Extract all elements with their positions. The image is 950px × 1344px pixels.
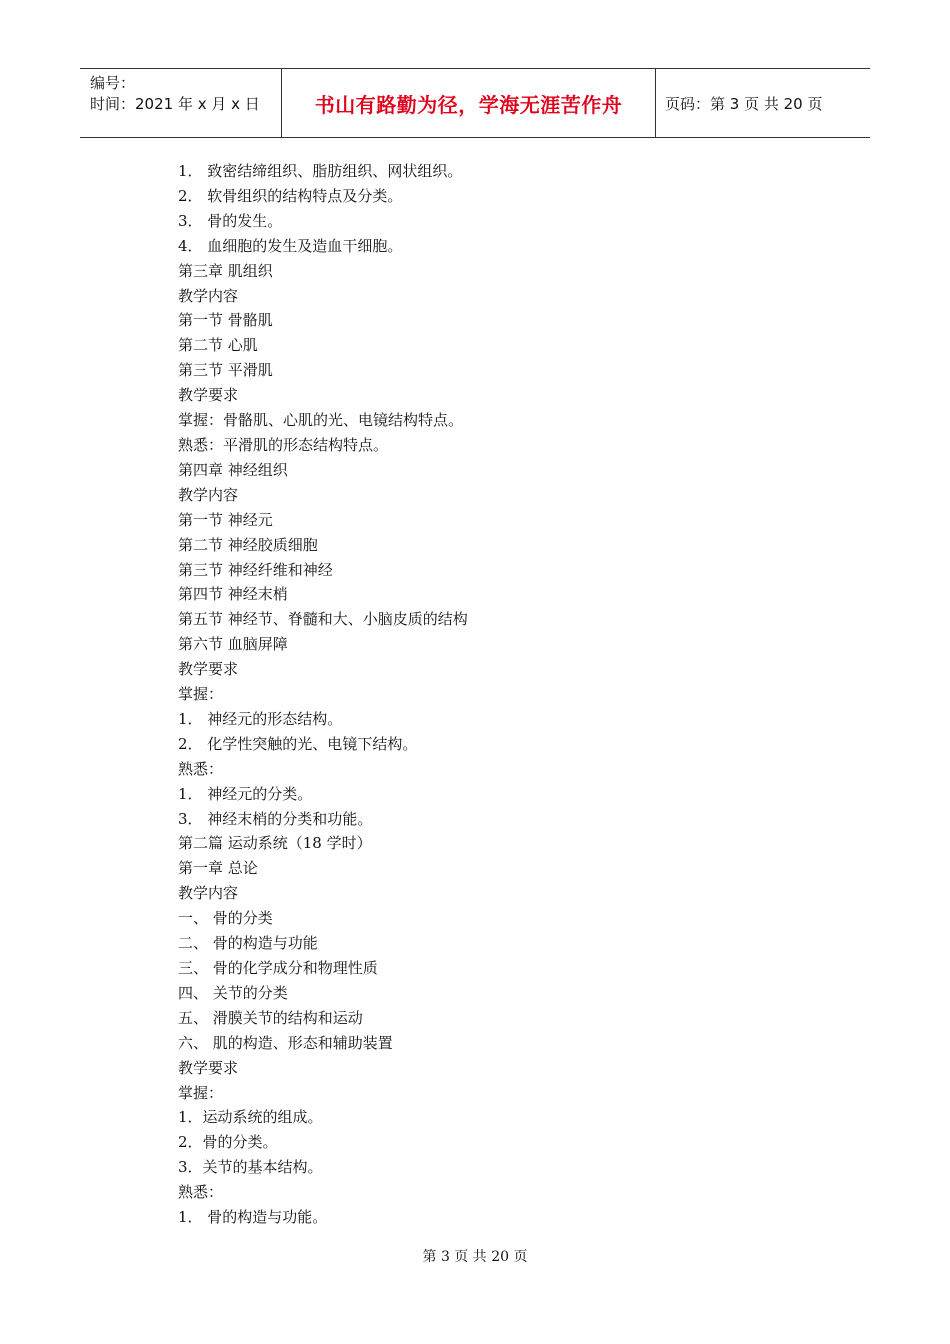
text-line: 3． 骨的发生。: [178, 211, 283, 230]
text-line: 2． 软骨组织的结构特点及分类。: [178, 186, 403, 205]
text-line: 第四节 神经末梢: [178, 585, 288, 604]
text-line: 1． 骨的构造与功能。: [178, 1208, 328, 1227]
page-footer: [0, 1246, 950, 1266]
text-line: 六、 肌的构造、形态和辅助装置: [178, 1033, 393, 1052]
header-table: [80, 68, 870, 138]
text-line: 第二节 神经胶质细胞: [178, 535, 318, 554]
text-line: 五、 滑膜关节的结构和运动: [178, 1008, 363, 1027]
text-line: 1． 致密结缔组织、脂肪组织、网状组织。: [178, 162, 463, 180]
text-line: 1． 神经元的分类。: [178, 784, 313, 803]
text-line: 1．运动系统的组成。: [178, 1108, 323, 1127]
text-line: 第四章 神经组织: [178, 460, 288, 479]
document-time-label: 时间：2021 年 x 月 x 日: [90, 95, 260, 113]
text-line: 教学内容: [178, 884, 239, 903]
text-line: 熟悉：: [178, 759, 224, 778]
text-line: 4． 血细胞的发生及造血干细胞。: [178, 236, 403, 255]
text-line: 教学要求: [178, 1058, 239, 1077]
text-line: 教学内容: [178, 485, 239, 504]
text-line: 第二篇 运动系统（18 学时）: [178, 834, 372, 853]
text-line: 第一节 神经元: [178, 510, 273, 529]
document-number-label: 编号：: [90, 74, 136, 92]
text-line: 3． 神经末梢的分类和功能。: [178, 809, 373, 828]
text-line: 2．骨的分类。: [178, 1133, 278, 1152]
text-line: 第三章 肌组织: [178, 261, 273, 280]
text-line: 3．关节的基本结构。: [178, 1158, 323, 1177]
text-line: 1． 神经元的形态结构。: [178, 709, 343, 728]
header-info-cell: [80, 69, 282, 137]
text-line: 教学要求: [178, 386, 239, 405]
text-line: 第二节 心肌: [178, 336, 258, 355]
header-page-cell: [656, 69, 870, 137]
header-page-label: 页码：第 3 页 共 20 页: [665, 94, 823, 113]
text-line: 熟悉：: [178, 1183, 224, 1202]
text-line: 第五节 神经节、脊髓和大、小脑皮质的结构: [178, 610, 468, 629]
text-line: 第三节 神经纤维和神经: [178, 560, 333, 579]
text-line: 第一章 总论: [178, 859, 258, 878]
header-motto-cell: [282, 69, 656, 137]
text-line: 四、 关节的分类: [178, 983, 288, 1002]
text-line: 教学内容: [178, 286, 239, 305]
text-line: 2． 化学性突触的光、电镜下结构。: [178, 734, 418, 753]
text-line: 第三节 平滑肌: [178, 361, 273, 380]
text-line: 三、 骨的化学成分和物理性质: [178, 959, 378, 977]
text-line: 二、 骨的构造与功能: [178, 934, 318, 953]
text-line: 第一节 骨骼肌: [178, 311, 273, 330]
text-line: 教学要求: [178, 660, 239, 679]
text-line: 掌握：: [178, 685, 224, 704]
text-line: 熟悉：平滑肌的形态结构特点。: [178, 435, 389, 454]
text-line: 掌握：骨骼肌、心肌的光、电镜结构特点。: [178, 411, 464, 430]
text-line: 第六节 血脑屏障: [178, 635, 288, 654]
footer-page-number: 第 3 页 共 20 页: [422, 1249, 528, 1265]
text-line: 一、 骨的分类: [178, 909, 273, 928]
header-motto: 书山有路勤为径，学海无涯苦作舟: [314, 92, 623, 117]
document-body: [178, 159, 798, 1230]
text-line: 掌握：: [178, 1083, 224, 1102]
